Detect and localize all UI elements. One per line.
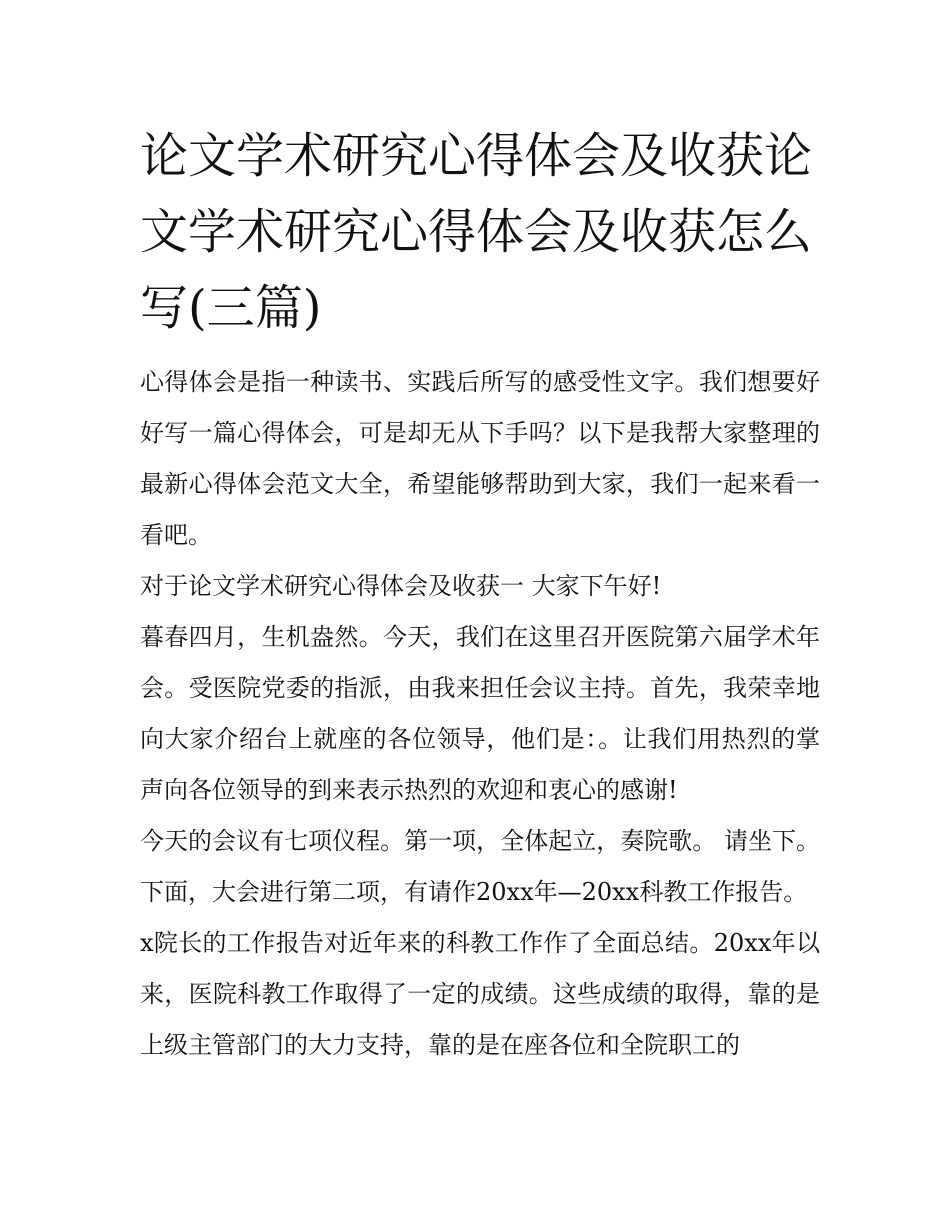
document-body xyxy=(140,357,820,1071)
document-title: 论文学术研究心得体会及收获论文学术研究心得体会及收获怎么写(三篇) xyxy=(140,128,813,336)
paragraph-opening: 暮春四月，生机盎然。今天，我们在这里召开医院第六届学术年会。受医院党委的指派，由我来担任会议主持。首先，我荣幸地向大家介绍台上就座的各位领导，他们是：。让我们用热烈的掌声向各位领导的到来表示热烈的欢迎和衷心的感谢! xyxy=(140,623,820,804)
paragraph-intro: 心得体会是指一种读书、实践后所写的感受性文字。我们想要好好写一篇心得体会，可是却无从下手吗？以下是我帮大家整理的最新心得体会范文大全，希望能够帮助到大家，我们一起来看一看吧。 xyxy=(140,368,820,549)
paragraph-summary: x院长的工作报告对近年来的科教工作作了全面总结。20xx年以来，医院科教工作取得了一定的成绩。这些成绩的取得，靠的是上级主管部门的大力支持，靠的是在座各位和全院职工的 xyxy=(140,929,820,1059)
paragraph-greeting: 对于论文学术研究心得体会及收获一 大家下午好! xyxy=(140,572,662,600)
paragraph-agenda: 今天的会议有七项仪程。第一项，全体起立，奏院歌。 请坐下。下面，大会进行第二项，有请作20xx年—20xx科教工作报告。 xyxy=(140,827,820,906)
